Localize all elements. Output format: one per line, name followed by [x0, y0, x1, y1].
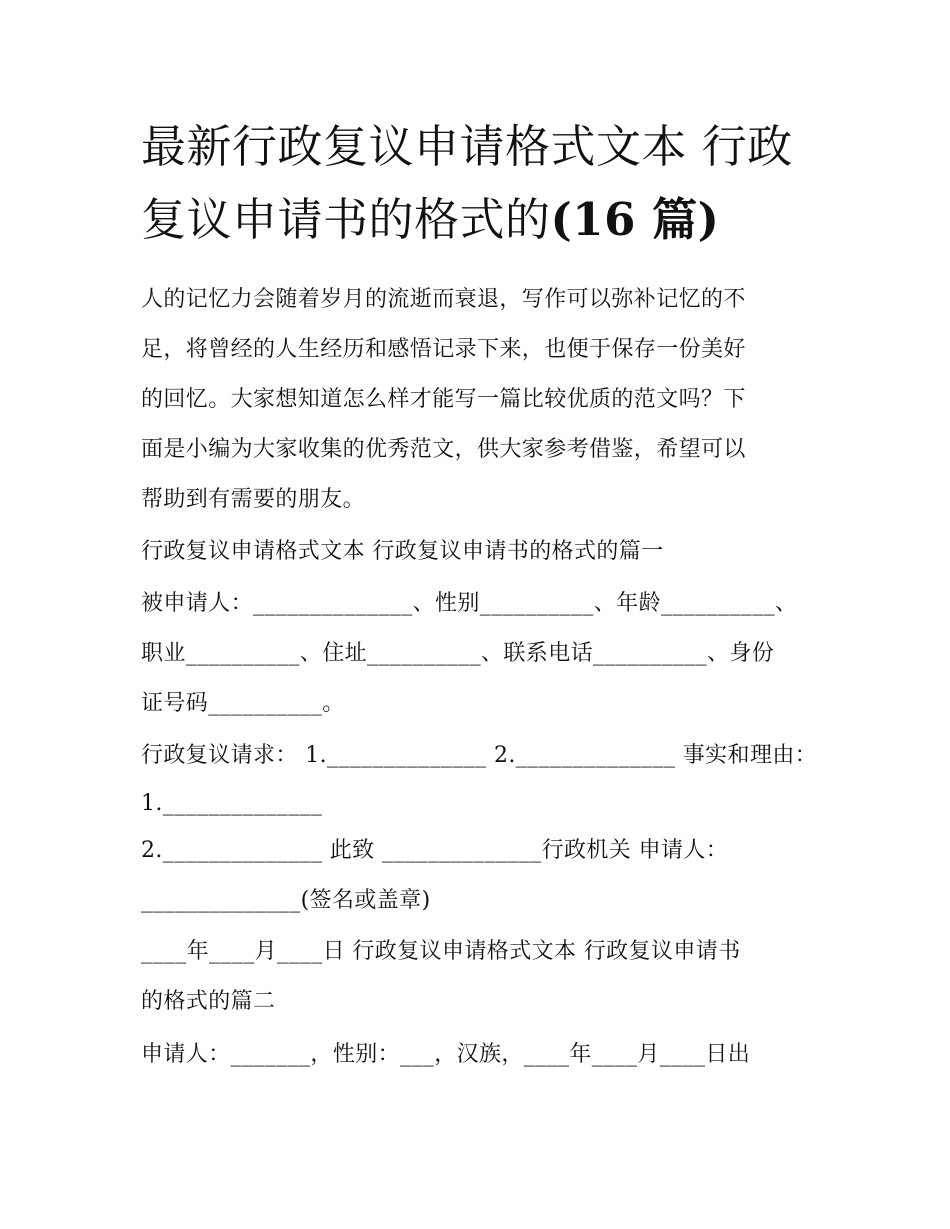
- closing-paragraph: [141, 826, 816, 926]
- intro-line: 面是小编为大家收集的优秀范文，供大家参考借鉴，希望可以: [141, 437, 746, 462]
- applicant-paragraph: [141, 1030, 816, 1080]
- request-paragraph: [141, 732, 816, 828]
- respondent-line: 职业__________、住址__________、联系电话__________、身份: [141, 641, 775, 666]
- respondent-paragraph: [141, 579, 816, 729]
- closing-line: ______________(签名或盖章): [141, 888, 431, 913]
- title-main: 最新行政复议申请格式文本 行政复议申请书的格式的: [141, 120, 793, 246]
- intro-line: 的回忆。大家想知道怎么样才能写一篇比较优质的范文吗？下: [141, 387, 746, 412]
- intro-paragraph: [141, 275, 816, 525]
- title-count: (16 篇): [550, 193, 720, 246]
- request-line: 行政复议请求： 1.______________ 2.______________ 事实和理由：: [141, 743, 818, 768]
- section-heading-line: 行政复议申请格式文本 行政复议申请书的格式的篇一: [141, 539, 664, 564]
- intro-line: 帮助到有需要的朋友。: [141, 487, 366, 512]
- respondent-line: 证号码__________。: [141, 691, 345, 716]
- date-line: ____年____月____日 行政复议申请格式文本 行政复议申请书: [141, 939, 741, 964]
- intro-line: 足，将曾经的人生经历和感悟记录下来，也便于保存一份美好: [141, 337, 746, 362]
- date-paragraph: [141, 927, 816, 1027]
- section1-heading: [141, 527, 816, 577]
- closing-line: 2.______________ 此致 ______________行政机关 申请人：: [141, 838, 729, 863]
- date-line: 的格式的篇二: [141, 989, 276, 1014]
- document-title: [141, 110, 816, 256]
- intro-line: 人的记忆力会随着岁月的流逝而衰退，写作可以弥补记忆的不: [141, 287, 746, 312]
- applicant-line: 申请人：_______，性别：___，汉族，____年____月____日出: [141, 1042, 751, 1067]
- respondent-line: 被申请人：______________、性别__________、年龄__________、: [141, 591, 798, 616]
- request-line: 1.______________: [141, 791, 323, 816]
